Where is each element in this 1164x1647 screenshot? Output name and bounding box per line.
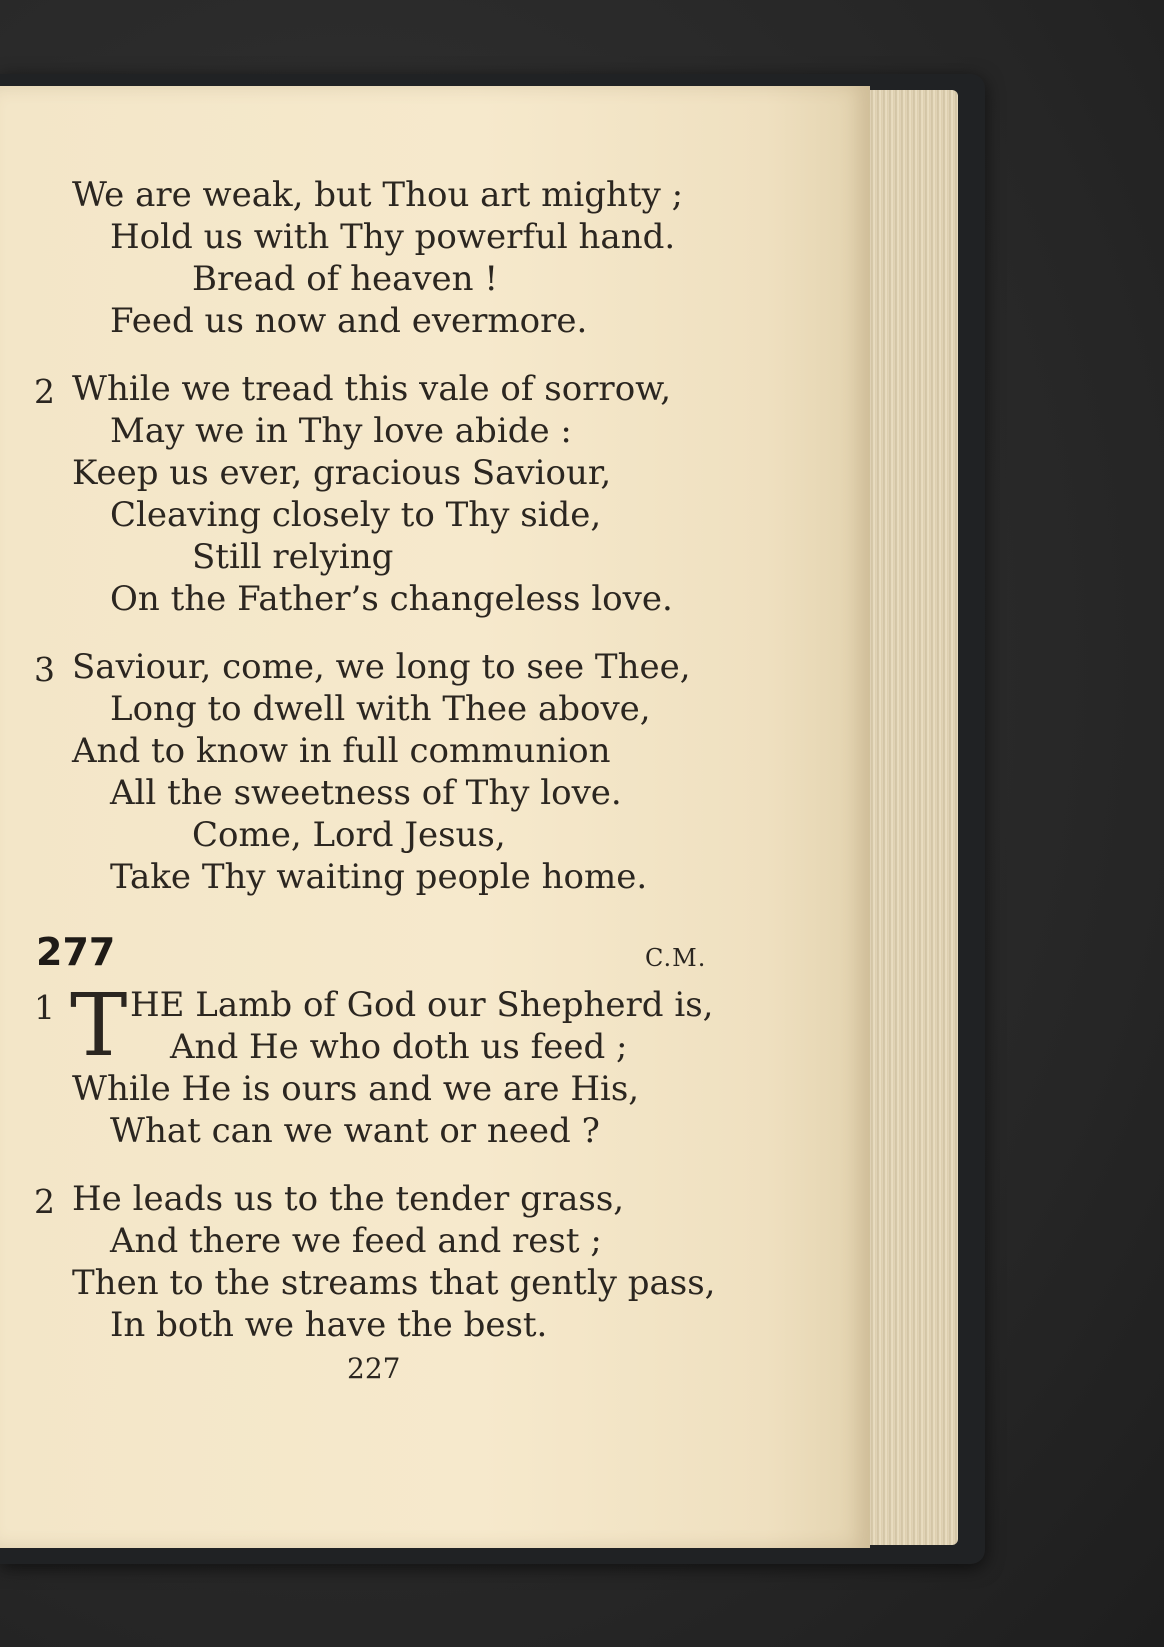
verse-line: And to know in full communion	[72, 731, 611, 771]
show-through-smudge	[600, 336, 720, 356]
verse-line: HE Lamb of God our Shepherd is,	[130, 985, 714, 1025]
page-number: 227	[347, 1352, 401, 1385]
verse-line: In both we have the best.	[110, 1305, 548, 1345]
verse-line: Then to the streams that gently pass,	[72, 1263, 716, 1303]
verse-line: We are weak, but Thou art mighty ;	[72, 175, 684, 215]
verse-number: 2	[34, 1182, 55, 1221]
verse-line: Bread of heaven !	[192, 259, 499, 299]
verse-line: Cleaving closely to Thy side,	[110, 495, 602, 535]
verse-number: 3	[34, 650, 55, 689]
verse-line: While we tread this vale of sorrow,	[72, 369, 672, 409]
book-page	[0, 86, 870, 1548]
verse-line: Keep us ever, gracious Saviour,	[72, 453, 612, 493]
verse-line: Saviour, come, we long to see Thee,	[72, 647, 691, 687]
hymn-number: 277	[36, 930, 116, 974]
verse-line: While He is ours and we are His,	[72, 1069, 640, 1109]
verse-line: On the Father’s changeless love.	[110, 579, 673, 619]
verse-number: 2	[34, 372, 55, 411]
verse-number: 1	[34, 988, 55, 1027]
verse-line: Hold us with Thy powerful hand.	[110, 217, 676, 257]
verse-line: Still relying	[192, 537, 394, 577]
verse-line: Take Thy waiting people home.	[110, 857, 648, 897]
drop-cap: T	[70, 976, 128, 1076]
verse-line: May we in Thy love abide :	[110, 411, 572, 451]
page-edges	[858, 90, 958, 1545]
verse-line: Feed us now and evermore.	[110, 301, 588, 341]
verse-line: And He who doth us feed ;	[170, 1027, 628, 1067]
verse-line: What can we want or need ?	[110, 1111, 600, 1151]
verse-line: And there we feed and rest ;	[110, 1221, 602, 1261]
verse-line: Come, Lord Jesus,	[192, 815, 506, 855]
verse-line: All the sweetness of Thy love.	[110, 773, 622, 813]
verse-line: Long to dwell with Thee above,	[110, 689, 651, 729]
verse-line: He leads us to the tender grass,	[72, 1179, 625, 1219]
hymn-meter: C.M.	[645, 944, 707, 972]
